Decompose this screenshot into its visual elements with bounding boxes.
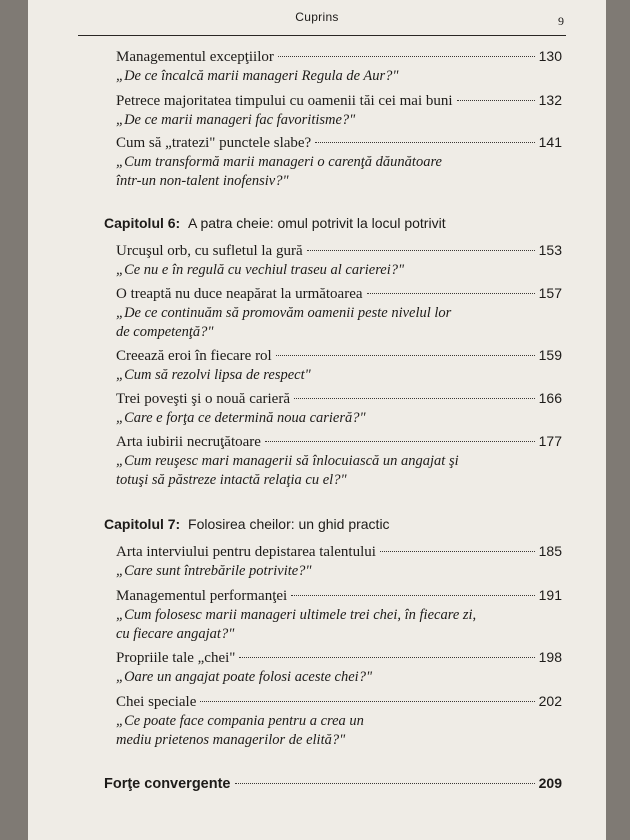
page-number: 9 [558,14,564,28]
running-title: Cuprins [295,10,339,24]
entry-question: totuşi să păstreze intactă relaţia cu el?" [116,472,347,488]
entry-title: Managementul performanţei [116,588,288,604]
toc-entry [116,284,562,342]
entry-title: O treaptă nu duce neapărat la următoarea [116,286,363,302]
toc-entry [116,389,562,428]
entry-question: „Ce poate face compania pentru a crea un [116,713,364,729]
entry-title: Arta iubirii necruţătoare [116,434,261,450]
toc-entry [116,241,562,280]
entry-page: 209 [538,775,562,791]
entry-question: într-un non-talent inofensiv?" [116,173,289,189]
entry-question: „De ce marii manageri fac favoritisme?" [116,112,356,128]
entry-question: cu fiecare angajat?" [116,626,235,642]
entry-title: Creează eroi în fiecare rol [116,348,272,364]
entry-page: 166 [538,390,562,406]
entry-page: 153 [538,242,562,258]
toc-entry [116,47,562,86]
entry-title: Urcuşul orb, cu sufletul la gură [116,243,303,259]
entry-title: Forţe convergente [104,776,231,792]
toc-entry [116,91,562,130]
toc-entry [116,432,562,490]
entry-page: 191 [538,587,562,603]
entry-question: „Oare un angajat poate folosi aceste chei?" [116,669,373,685]
leader-dots [457,100,535,101]
toc-entry [116,692,562,750]
entry-title: Cum să „tratezi" punctele slabe? [116,135,312,151]
leader-dots [239,657,534,658]
toc-final-entry [104,775,562,792]
leader-dots [380,551,535,552]
chapter-heading [104,516,564,532]
book-page [28,0,606,840]
entry-title: Managementul excepţiilor [116,49,274,65]
entry-title: Chei speciale [116,694,197,710]
entry-page: 177 [538,433,562,449]
chapter-label: Capitolul 7: [104,516,181,532]
toc-entry [116,133,562,191]
toc-entry [116,346,562,385]
header-rule [78,35,566,36]
leader-dots [200,701,534,702]
entry-question: „Ce nu e în regulă cu vechiul traseu al carierei?" [116,262,405,278]
leader-dots [367,293,535,294]
leader-dots [265,441,535,442]
entry-question: „Care sunt întrebările potrivite?" [116,563,312,579]
chapter-title: A patra cheie: omul potrivit la locul potrivit [188,215,446,231]
entry-page: 157 [538,285,562,301]
entry-question: „Cum reuşesc mari managerii să înlocuiască un angajat şi [116,453,459,469]
chapter-title: Folosirea cheilor: un ghid practic [188,516,390,532]
entry-page: 132 [538,92,562,108]
entry-question: „Care e forţa ce determină noua carieră?" [116,410,366,426]
entry-title: Trei poveşti şi o nouă carieră [116,391,290,407]
toc-entry [116,542,562,581]
leader-dots [294,398,535,399]
toc-entry [116,586,562,644]
leader-dots [291,595,534,596]
entry-question: de competenţă?" [116,324,214,340]
leader-dots [278,56,535,57]
leader-dots [276,355,535,356]
leader-dots [307,250,535,251]
chapter-label: Capitolul 6: [104,215,181,231]
entry-page: 159 [538,347,562,363]
entry-question: „Cum transformă marii manageri o carenţă dăunătoare [116,154,442,170]
entry-question: mediu prietenos managerilor de elită?" [116,732,346,748]
entry-title: Arta interviului pentru depistarea talentului [116,544,376,560]
entry-page: 198 [538,649,562,665]
toc-entry [116,648,562,687]
entry-page: 141 [538,134,562,150]
entry-title: Petrece majoritatea timpului cu oamenii tăi cei mai buni [116,93,453,109]
leader-dots [235,783,535,784]
entry-question: „De ce continuăm să promovăm oamenii peste nivelul lor [116,305,452,321]
leader-dots [315,142,534,143]
entry-page: 202 [538,693,562,709]
entry-page: 130 [538,48,562,64]
page-header [28,10,606,36]
entry-question: „Cum să rezolvi lipsa de respect" [116,367,311,383]
entry-title: Propriile tale „chei" [116,650,236,666]
entry-page: 185 [538,543,562,559]
entry-question: „De ce încalcă marii manageri Regula de Aur?" [116,68,399,84]
chapter-heading [104,215,564,231]
entry-question: „Cum folosesc marii manageri ultimele trei chei, în fiecare zi, [116,607,477,623]
